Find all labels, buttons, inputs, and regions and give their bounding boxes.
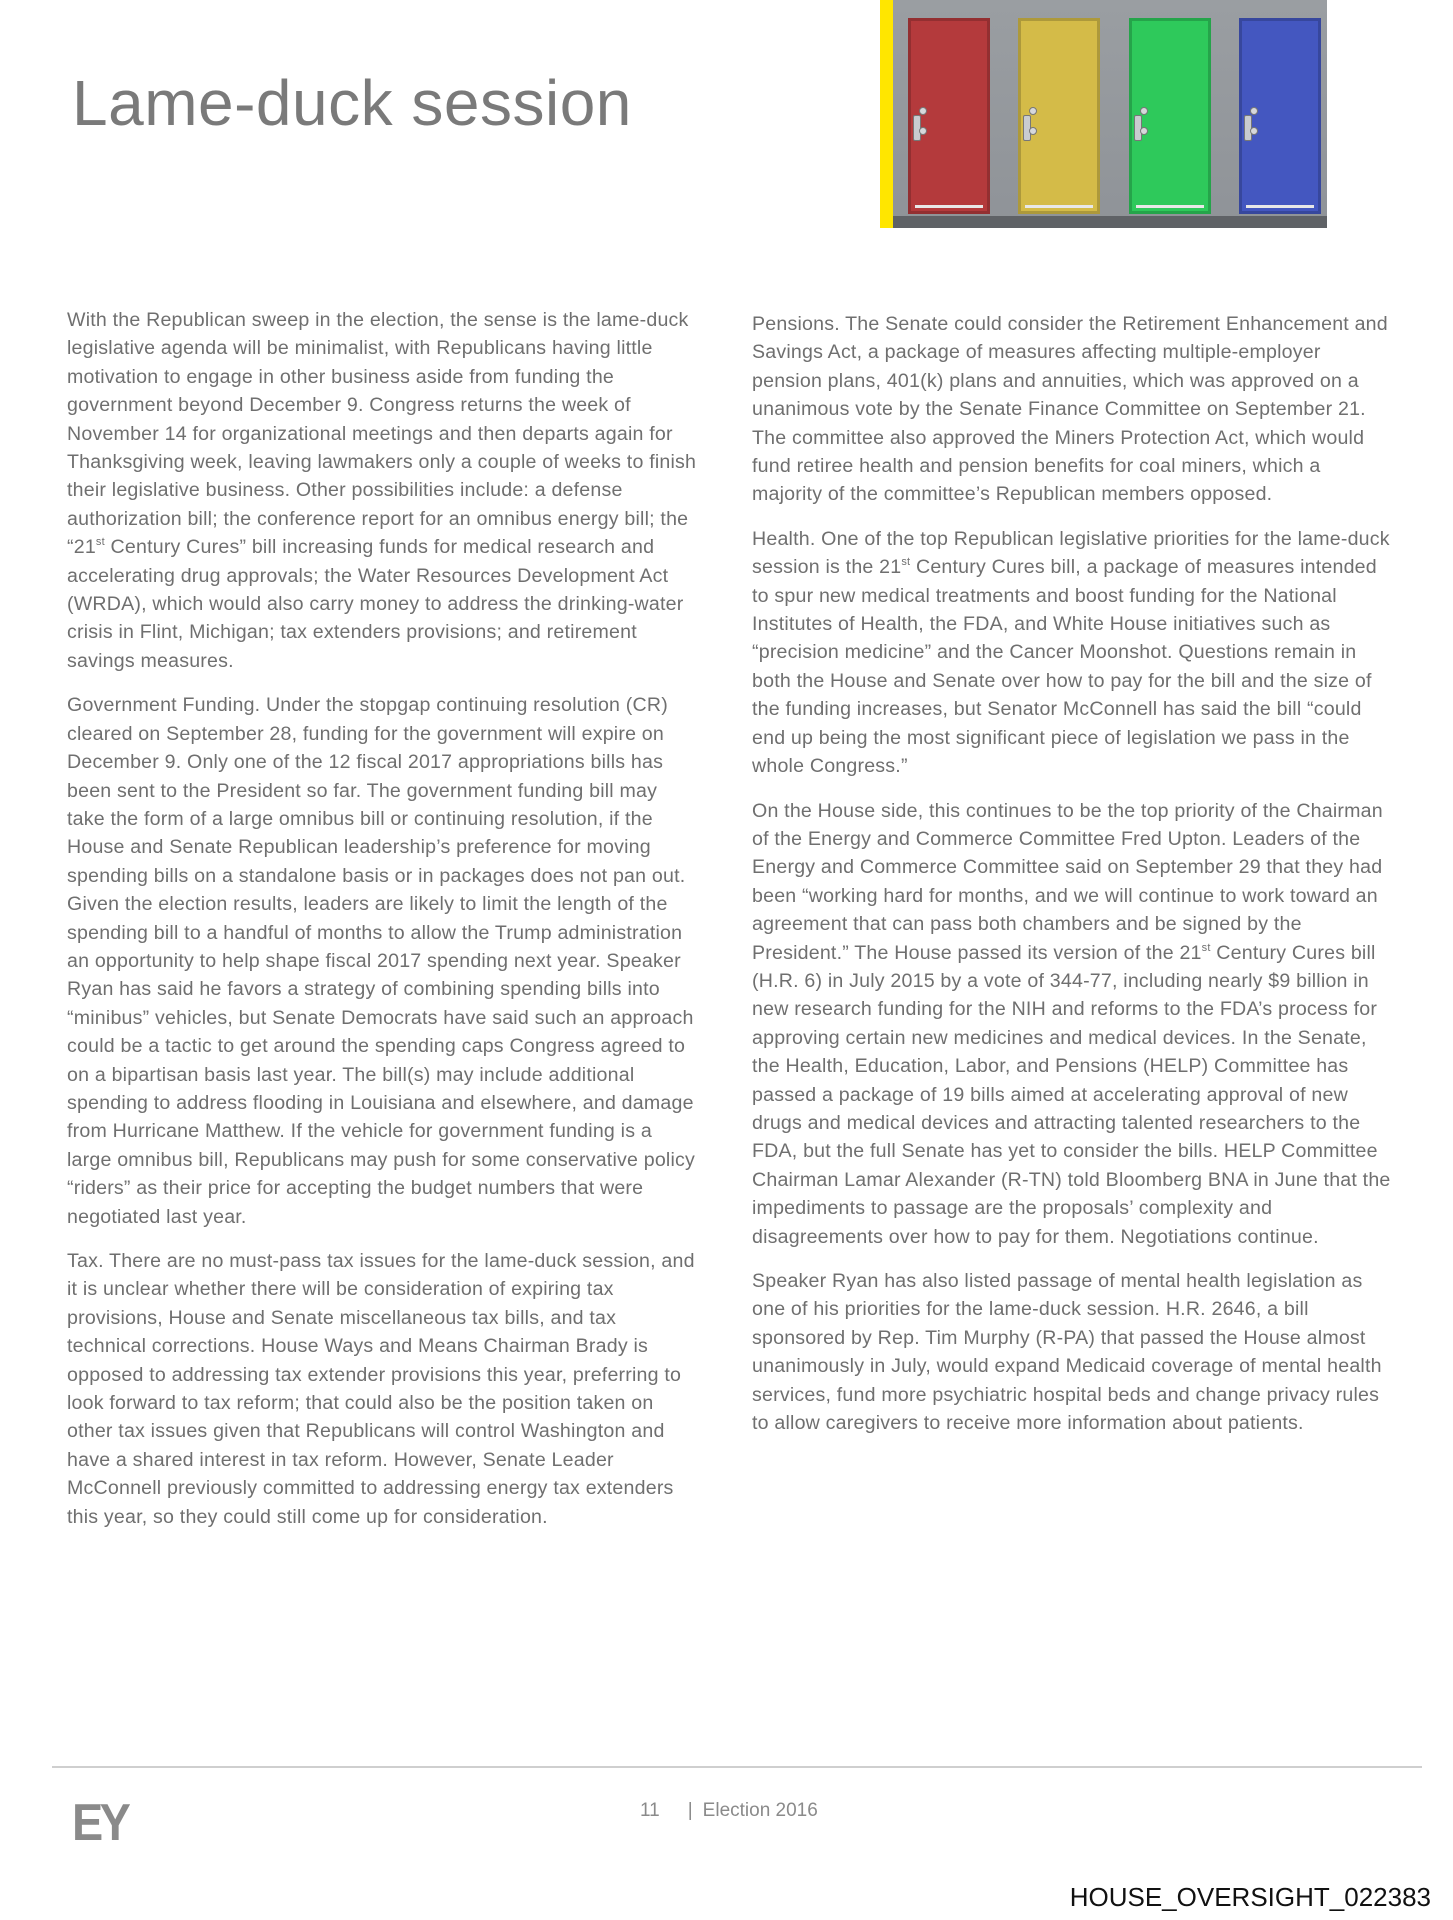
house-side-text-part-1: On the House side, this continues to be the top priority of the Chairman of the Energy and Commerce Committee Fred Upton. Leaders of the Energy and Commerce Committee said on September 29 that they had been “working hard for months, and we will continue to work toward an agreement that can pass both chambers and be signed by the President.” The House passed its version of the 21 — [752, 799, 1383, 964]
red-door — [908, 18, 990, 214]
green-door — [1129, 18, 1211, 214]
right-column — [752, 310, 1392, 1453]
footer-separator: | — [687, 1800, 693, 1821]
page-number: 11 — [640, 1800, 660, 1821]
bates-number: HOUSE_OVERSIGHT_022383 — [1069, 1882, 1431, 1912]
door-knob-icon — [1029, 107, 1037, 115]
blue-door — [1239, 18, 1321, 214]
page-footer — [640, 1800, 818, 1822]
health-text-part-1: Health. One of the top Republican legislative priorities for the lame-duck session is the 21 — [752, 527, 1390, 579]
page-title: Lame-duck session — [72, 67, 632, 139]
health-text-part-2: Century Cures bill, a package of measures intended to spur new medical treatments and boost funding for the National Institutes of Health, the FDA, and White House initiatives such as “precision medicine” and the Cancer Moonshot. Questions remain in both the House and Senate over how to pay for the bill and the size of the funding increases, but Senator McConnell has said the bill “could end up being the most significant piece of legislation we pass in the whole Congress.” — [752, 556, 1377, 778]
house-side-paragraph — [752, 797, 1392, 1252]
left-column — [67, 306, 697, 1547]
ordinal-suffix: st — [901, 556, 911, 569]
door-knob-icon — [919, 107, 927, 115]
mental-health-paragraph: Speaker Ryan has also listed passage of mental health legislation as one of his priorities for the lame-duck session. H.R. 2646, a bill sponsored by Rep. Tim Murphy (R-PA) that passed the House almost unanimously in July, would expand Medicaid coverage of mental health services, fund more psychiatric hospital beds and change privacy rules to allow caregivers to receive more information about patients. — [752, 1270, 1382, 1435]
intro-text-part-1: With the Republican sweep in the election, the sense is the lame-duck legislative agenda will be minimalist, with Republicans having little motivation to engage in other business aside from funding the government beyond December 9. Congress returns the week of November 14 for organizational meetings and then departs again for Thanksgiving week, leaving lawmakers only a couple of weeks to finish their legislative business. Other possibilities include: a defense authorization bill; the conference report for an omnibus energy bill; the “21 — [67, 309, 697, 559]
intro-paragraph — [67, 306, 697, 675]
yellow-door — [1018, 18, 1100, 214]
pensions-paragraph: Pensions. The Senate could consider the Retirement Enhancement and Savings Act, a package of measures affecting multiple-employer pension plans, 401(k) plans and annuities, which was approved on a unanimous vote by the Senate Finance Committee on September 21. The committee also approved the Miners Protection Act, which would fund retiree health and pension benefits for coal miners, which a majority of the committee’s Republican members opposed. — [752, 313, 1388, 506]
publication-name: Election 2016 — [702, 1800, 818, 1821]
door-knob-icon — [1140, 107, 1148, 115]
government-funding-paragraph: Government Funding. Under the stopgap continuing resolution (CR) cleared on September 28, funding for the government will expire on December 9. Only one of the 12 fiscal 2017 appropriations bills has been sent to the President so far. The government funding bill may take the form of a large omnibus bill or continuing resolution, if the House and Senate Republican leadership’s preference for moving spending bills on a standalone basis or in packages does not pan out. Given the election results, leaders are likely to limit the length of the spending bill to a handful of months to allow the Trump administration an opportunity to help shape fiscal 2017 spending next year. Speaker Ryan has said he favors a strategy of combining spending bills into “minibus” vehicles, but Senate Democrats have said such an approach could be a tactic to get around the spending caps Congress agreed to on a bipartisan basis last year. The bill(s) may include additional spending to address flooding in Louisiana and elsewhere, and damage from Hurricane Matthew. If the vehicle for government funding is a large omnibus bill, Republicans may push for some conservative policy “riders” as their price for accepting the budget numbers that were negotiated last year. — [67, 694, 696, 1228]
yellow-accent-bar — [880, 0, 893, 228]
colored-doors-image — [880, 0, 1327, 228]
footer-divider — [52, 1766, 1422, 1768]
door-knob-icon — [919, 127, 927, 135]
intro-text-part-2: Century Cures” bill increasing funds for medical research and accelerating drug approvals; the Water Resources Development Act (WRDA), which would also carry money to address the drinking-water crisis in Flint, Michigan; tax extenders provisions; and retirement savings measures. — [67, 536, 684, 672]
house-side-text-part-2: Century Cures bill (H.R. 6) in July 2015 by a vote of 344-77, including nearly $9 billion in new research funding for the NIH and reforms to the FDA’s process for approving certain new medicines and medical devices. In the Senate, the Health, Education, Labor, and Pensions (HELP) Committee has passed a package of 19 bills aimed at accelerating approval of new drugs and medical devices and attracting talented researchers to the FDA, but the full Senate has yet to consider the bills. HELP Committee Chairman Lamar Alexander (R-TN) told Bloomberg BNA in June that the impediments to passage are the proposals’ complexity and disagreements over how to pay for them. Negotiations continue. — [752, 941, 1391, 1248]
ground-strip — [893, 216, 1327, 228]
ey-logo: EY — [72, 1794, 128, 1852]
door-knob-icon — [1250, 127, 1258, 135]
health-paragraph — [752, 525, 1392, 781]
door-knob-icon — [1029, 127, 1037, 135]
ordinal-suffix: st — [95, 536, 105, 549]
ordinal-suffix: st — [1201, 941, 1211, 954]
door-knob-icon — [1250, 107, 1258, 115]
tax-paragraph: Tax. There are no must-pass tax issues for the lame-duck session, and it is unclear whether there will be consideration of expiring tax provisions, House and Senate miscellaneous tax bills, and tax technical corrections. House Ways and Means Chairman Brady is opposed to addressing tax extender provisions this year, preferring to look forward to tax reform; that could also be the position taken on other tax issues given that Republicans will control Washington and have a shared interest in tax reform. However, Senate Leader McConnell previously committed to addressing energy tax extenders this year, so they could still come up for consideration. — [67, 1250, 695, 1528]
door-knob-icon — [1140, 127, 1148, 135]
